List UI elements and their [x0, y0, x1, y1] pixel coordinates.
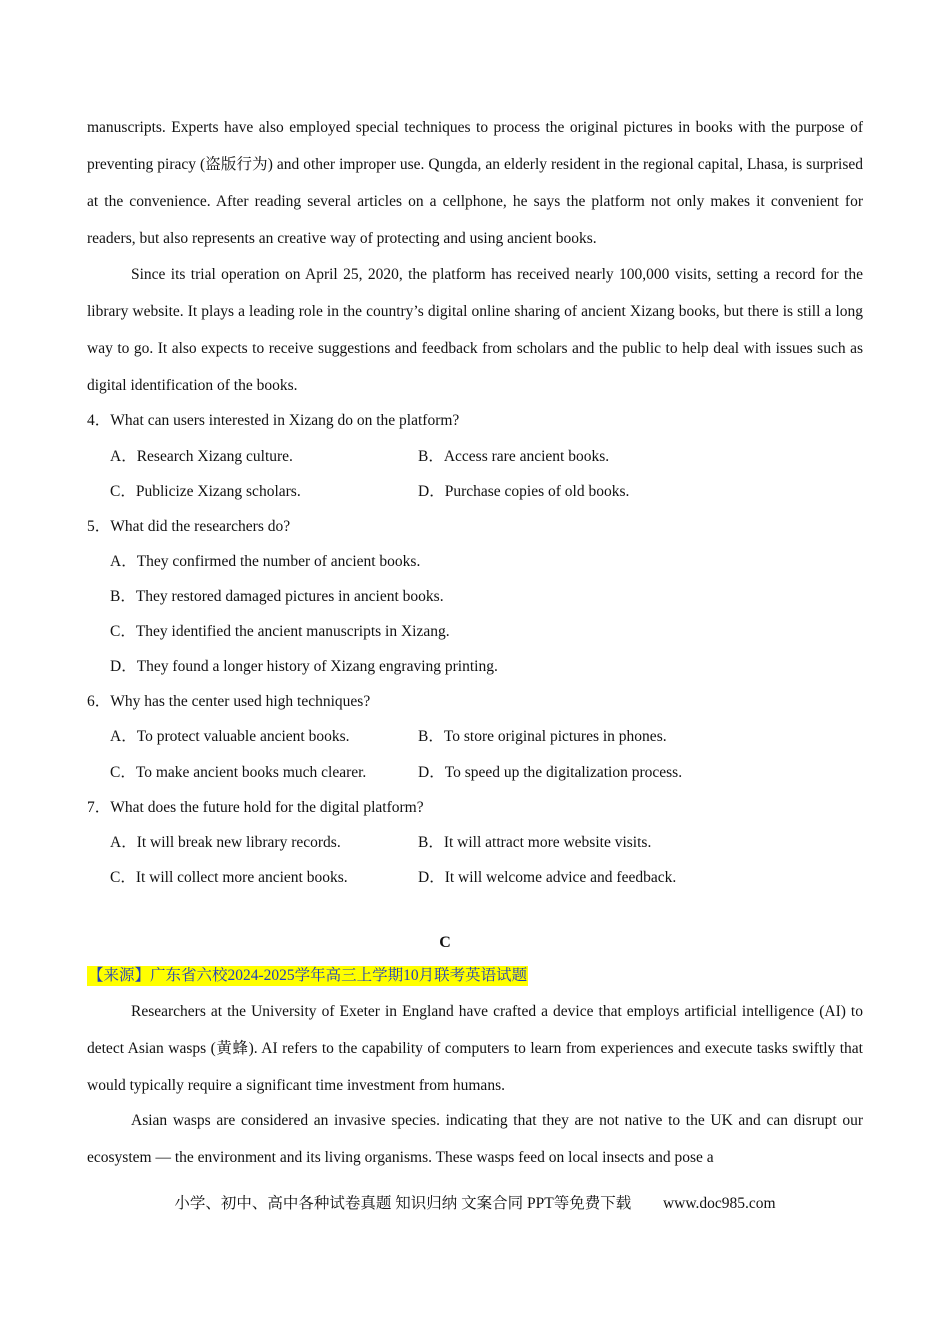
passage-paragraph: Researchers at the University of Exeter in England have crafted a device that employs artificial intelligence (AI) to detect Asian wasps (黄蜂). AI refers to the capability of computers to learn from experiences and execute tasks swiftly that would typically require a significant time investment from humans. [87, 1003, 863, 1094]
option-d: D．They found a longer history of Xizang engraving printing. [110, 658, 498, 675]
option-d: D．Purchase copies of old books. [418, 483, 630, 500]
option-b: B．Access rare ancient books. [418, 448, 610, 465]
question-stem: 5．What did the researchers do? [87, 518, 291, 535]
option-b: B．It will attract more website visits. [418, 834, 652, 851]
page-footer [0, 1191, 950, 1213]
option-c: C．It will collect more ancient books. [110, 869, 348, 886]
option-d: D．To speed up the digitalization process. [418, 764, 683, 781]
option-a: A．To protect valuable ancient books. [110, 728, 350, 745]
footer-text: 小学、初中、高中各种试卷真题 知识归纳 文案合同 PPT等免费下载 [174, 1195, 632, 1212]
question-stem: 7．What does the future hold for the digital platform? [87, 799, 424, 816]
passage-paragraph: manuscripts. Experts have also employed special techniques to process the original pictures in books with the purpose of preventing piracy (盗版行为) and other improper use. Qungda, an elderly resident in the regional capital, Lhasa, is surprised at the convenience. After reading several articles on a cellphone, he says the platform not only makes it convenient for readers, but also represents an creative way of protecting and using ancient books. [87, 119, 863, 247]
option-a: A．It will break new library records. [110, 834, 341, 851]
question-stem: 6．Why has the center used high techniques? [87, 693, 371, 710]
passage-paragraph: Since its trial operation on April 25, 2020, the platform has received nearly 100,000 visits, setting a record for the library website. It plays a leading role in the country’s digital online sharing of ancient Xizang books, but there is still a long way to go. It also expects to receive suggestions and feedback from scholars and the public to help deal with issues such as digital identification of the books. [87, 266, 863, 394]
option-d: D．It will welcome advice and feedback. [418, 869, 677, 886]
option-c: C．To make ancient books much clearer. [110, 764, 367, 781]
source-label: 【来源】广东省六校2024-2025学年高三上学期10月联考英语试题 [88, 967, 528, 984]
option-a: A．They confirmed the number of ancient books. [110, 553, 421, 570]
passage-paragraph: Asian wasps are considered an invasive species. indicating that they are not native to the UK and can disrupt our ecosystem — the environment and its living organisms. These wasps feed on local insects and pose a [87, 1112, 863, 1166]
option-c: C．They identified the ancient manuscripts in Xizang. [110, 623, 450, 640]
question-stem: 4．What can users interested in Xizang do on the platform? [87, 412, 460, 429]
option-a: A．Research Xizang culture. [110, 448, 293, 465]
option-b: B．They restored damaged pictures in ancient books. [110, 588, 444, 605]
section-heading: C [439, 934, 451, 951]
option-c: C．Publicize Xizang scholars. [110, 483, 301, 500]
footer-url[interactable]: www.doc985.com [662, 1195, 776, 1212]
option-b: B．To store original pictures in phones. [418, 728, 667, 745]
